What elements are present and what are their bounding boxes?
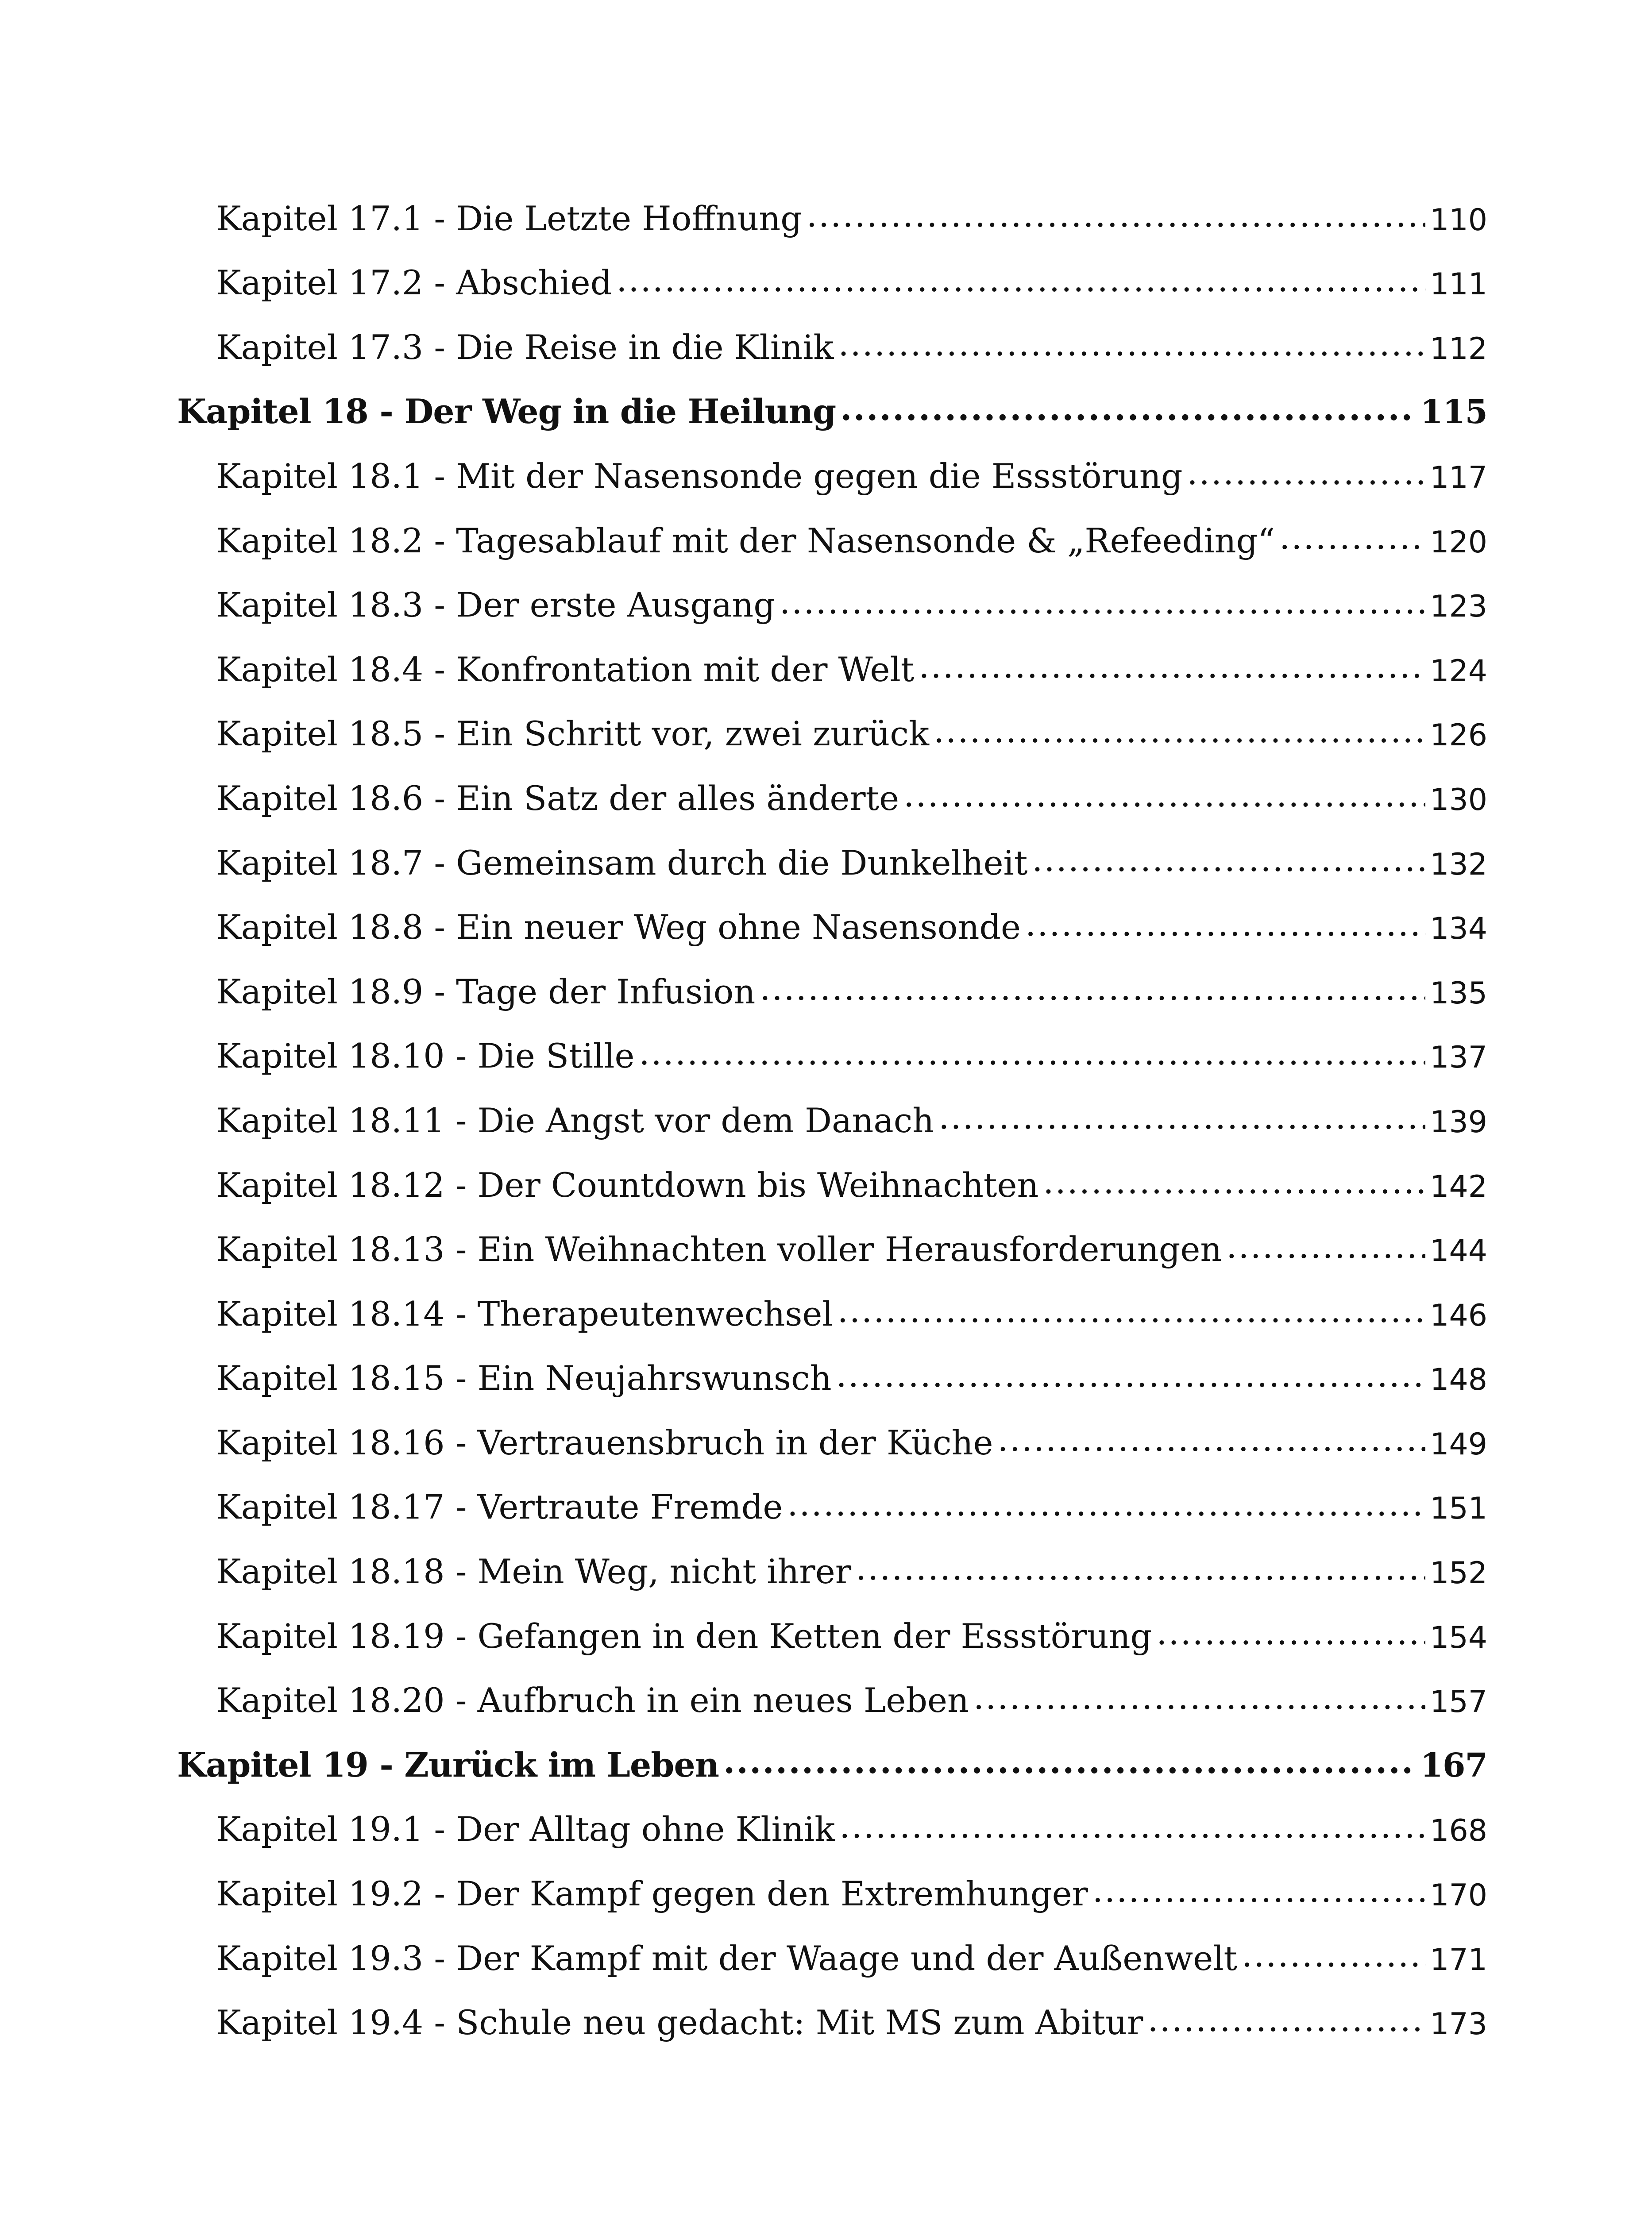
toc-dot-leader [639,1036,1425,1073]
toc-dot-leader [1147,2003,1425,2040]
toc-entry-page-number: 142 [1430,1169,1487,1204]
toc-entry-title: Kapitel 18.14 - Therapeutenwechsel [216,1294,833,1334]
toc-subchapter-entry[interactable] [177,1015,1487,1080]
toc-entry-title: Kapitel 18.4 - Konfrontation mit der Welt [216,649,915,689]
toc-dot-leader [723,1745,1416,1782]
toc-dot-leader [836,1358,1426,1396]
toc-entry-page-number: 149 [1430,1426,1487,1462]
toc-dot-leader [856,1551,1425,1588]
toc-subchapter-entry[interactable] [177,1079,1487,1144]
toc-subchapter-entry[interactable] [177,1659,1487,1724]
toc-entry-title: Kapitel 18.12 - Der Countdown bis Weihnachten [216,1165,1039,1205]
toc-dot-leader [1187,456,1426,493]
toc-dot-leader [1032,843,1425,880]
toc-dot-leader [934,714,1425,751]
toc-subchapter-entry[interactable] [177,499,1487,564]
toc-entry-title: Kapitel 18.19 - Gefangen in den Ketten der Essstörung [216,1616,1152,1656]
toc-entry-page-number: 117 [1430,460,1487,495]
toc-entry-page-number: 130 [1430,782,1487,817]
toc-dot-leader [807,198,1425,235]
toc-subchapter-entry[interactable] [177,306,1487,370]
toc-entry-title: Kapitel 18.9 - Tage der Infusion [216,972,756,1011]
toc-entry-title: Kapitel 18.7 - Gemeinsam durch die Dunkelheit [216,843,1028,883]
toc-subchapter-entry[interactable] [177,1530,1487,1595]
toc-dot-leader [760,972,1425,1009]
toc-subchapter-entry[interactable] [177,1466,1487,1531]
toc-dot-leader [998,1423,1426,1460]
toc-entry-title: Kapitel 18.16 - Vertrauensbruch in der Küche [216,1423,993,1462]
toc-entry-page-number: 148 [1430,1362,1487,1398]
toc-dot-leader [1025,907,1425,945]
toc-subchapter-entry[interactable] [177,693,1487,757]
toc-entry-title: Kapitel 18.2 - Tagesablauf mit der Nasensonde & „Refeeding“ [216,520,1275,560]
toc-dot-leader [780,585,1425,622]
toc-entry-page-number: 170 [1430,1878,1487,1913]
toc-entry-title: Kapitel 18.11 - Die Angst vor dem Danach [216,1100,934,1140]
toc-entry-title: Kapitel 19.2 - Der Kampf gegen den Extremhunger [216,1874,1088,1914]
toc-subchapter-entry[interactable] [177,177,1487,242]
toc-entry-page-number: 168 [1430,1813,1487,1849]
toc-entry-page-number: 111 [1430,267,1487,302]
toc-dot-leader [1242,1938,1425,1975]
toc-chapter-entry[interactable] [177,370,1487,435]
toc-entry-page-number: 151 [1430,1491,1487,1527]
toc-dot-leader [938,1100,1425,1137]
toc-subchapter-entry[interactable] [177,1401,1487,1466]
toc-subchapter-entry[interactable] [177,1144,1487,1208]
toc-entry-title: Kapitel 19.4 - Schule neu gedacht: Mit MS zum Abitur [216,2003,1143,2043]
toc-dot-leader [919,649,1425,686]
toc-entry-page-number: 157 [1430,1685,1487,1720]
toc-dot-leader [838,327,1425,364]
toc-entry-page-number: 173 [1430,2007,1487,2042]
toc-subchapter-entry[interactable] [177,564,1487,628]
toc-dot-leader [616,263,1425,300]
toc-subchapter-entry[interactable] [177,886,1487,951]
toc-subchapter-entry[interactable] [177,757,1487,821]
table-of-contents [177,177,1487,2046]
toc-dot-leader [903,778,1425,815]
toc-entry-page-number: 115 [1420,393,1487,432]
toc-entry-title: Kapitel 18.5 - Ein Schritt vor, zwei zurück [216,714,929,754]
toc-entry-title: Kapitel 18.13 - Ein Weihnachten voller Herausforderungen [216,1230,1222,1269]
toc-entry-page-number: 110 [1430,202,1487,238]
toc-entry-title: Kapitel 17.3 - Die Reise in die Klinik [216,327,834,367]
toc-entry-title: Kapitel 19.1 - Der Alltag ohne Klinik [216,1809,835,1849]
toc-subchapter-entry[interactable] [177,1982,1487,2046]
toc-subchapter-entry[interactable] [177,950,1487,1015]
toc-dot-leader [787,1487,1425,1524]
toc-subchapter-entry[interactable] [177,1337,1487,1402]
toc-entry-page-number: 135 [1430,975,1487,1011]
toc-dot-leader [1156,1616,1425,1653]
toc-entry-page-number: 167 [1420,1746,1487,1785]
toc-subchapter-entry[interactable] [177,1852,1487,1917]
toc-dot-leader [1226,1230,1425,1267]
toc-entry-title: Kapitel 18 - Der Weg in die Heilung [177,392,836,432]
toc-dot-leader [1279,520,1425,558]
toc-entry-title: Kapitel 18.15 - Ein Neujahrswunsch [216,1358,832,1398]
toc-dot-leader [1092,1874,1425,1911]
toc-entry-page-number: 134 [1430,911,1487,947]
toc-subchapter-entry[interactable] [177,1595,1487,1659]
toc-entry-page-number: 124 [1430,653,1487,689]
toc-dot-leader [1043,1165,1425,1202]
toc-entry-title: Kapitel 18.17 - Vertraute Fremde [216,1487,783,1527]
toc-dot-leader [973,1681,1425,1718]
toc-entry-title: Kapitel 18.20 - Aufbruch in ein neues Leben [216,1681,969,1720]
toc-entry-page-number: 139 [1430,1104,1487,1140]
toc-entry-page-number: 120 [1430,524,1487,560]
toc-entry-title: Kapitel 19 - Zurück im Leben [177,1745,719,1785]
toc-dot-leader [839,1809,1425,1847]
toc-entry-page-number: 137 [1430,1040,1487,1076]
toc-entry-page-number: 154 [1430,1620,1487,1655]
toc-subchapter-entry[interactable] [177,435,1487,499]
toc-entry-page-number: 171 [1430,1942,1487,1978]
toc-entry-page-number: 112 [1430,331,1487,366]
toc-subchapter-entry[interactable] [177,821,1487,886]
toc-subchapter-entry[interactable] [177,242,1487,306]
toc-dot-leader [840,392,1416,429]
toc-entry-title: Kapitel 18.10 - Die Stille [216,1036,635,1076]
toc-dot-leader [838,1294,1425,1331]
toc-chapter-entry[interactable] [177,1723,1487,1788]
toc-subchapter-entry[interactable] [177,1208,1487,1273]
toc-entry-title: Kapitel 17.1 - Die Letzte Hoffnung [216,198,802,238]
toc-entry-title: Kapitel 19.3 - Der Kampf mit der Waage und der Außenwelt [216,1938,1238,1978]
toc-subchapter-entry[interactable] [177,1272,1487,1337]
toc-subchapter-entry[interactable] [177,1788,1487,1853]
toc-subchapter-entry[interactable] [177,1917,1487,1982]
toc-subchapter-entry[interactable] [177,628,1487,693]
toc-entry-page-number: 123 [1430,589,1487,625]
toc-entry-page-number: 144 [1430,1234,1487,1269]
toc-entry-page-number: 132 [1430,847,1487,882]
toc-entry-title: Kapitel 18.1 - Mit der Nasensonde gegen die Essstörung [216,456,1183,496]
toc-entry-page-number: 146 [1430,1298,1487,1333]
toc-entry-page-number: 126 [1430,718,1487,753]
toc-entry-title: Kapitel 18.6 - Ein Satz der alles änderte [216,778,899,818]
toc-entry-title: Kapitel 18.8 - Ein neuer Weg ohne Nasensonde [216,907,1021,947]
toc-entry-title: Kapitel 18.3 - Der erste Ausgang [216,585,776,625]
toc-entry-page-number: 152 [1430,1556,1487,1591]
toc-entry-title: Kapitel 18.18 - Mein Weg, nicht ihrer [216,1552,852,1592]
toc-entry-title: Kapitel 17.2 - Abschied [216,263,612,303]
